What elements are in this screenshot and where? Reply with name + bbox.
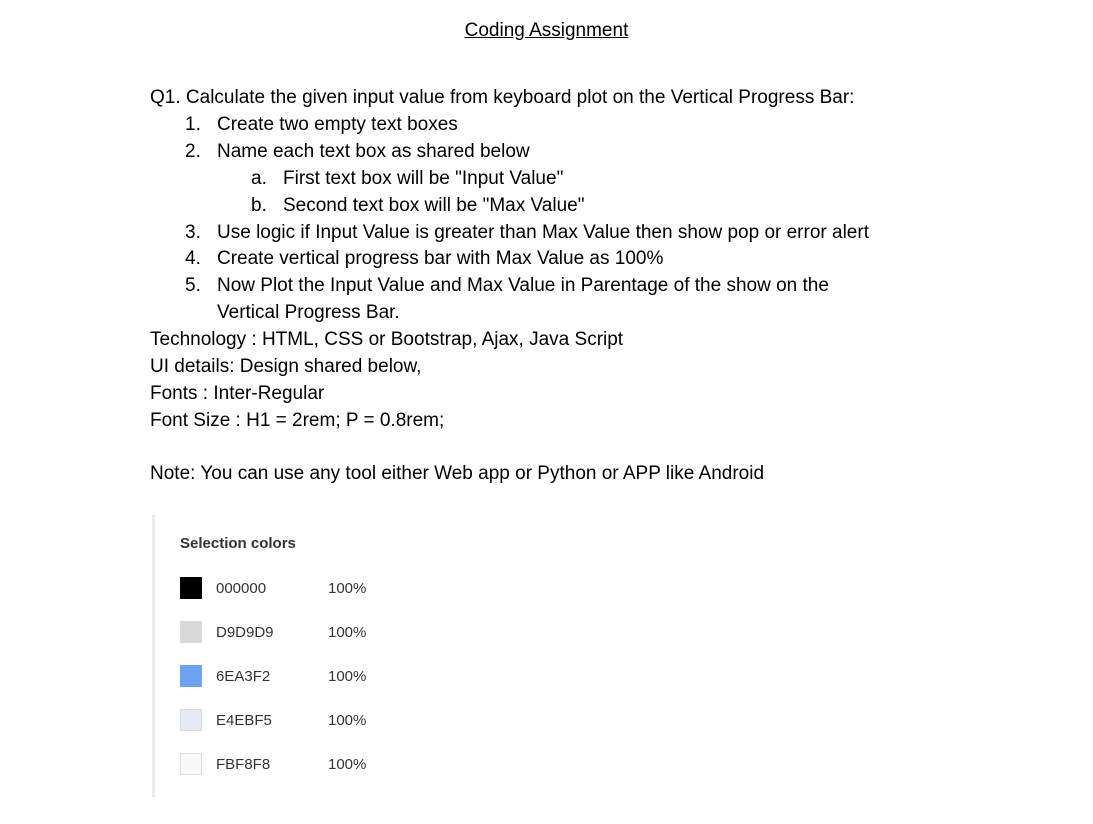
note-text: Note: You can use any tool either Web app or Python or APP like Android: [150, 463, 765, 484]
color-opacity: 100%: [328, 756, 367, 773]
color-hex: 000000: [216, 580, 267, 597]
step-text: Create two empty text boxes: [217, 114, 458, 135]
panel-divider: [152, 515, 155, 797]
step-number: 1.: [185, 114, 201, 135]
page-title: Coding Assignment: [464, 20, 629, 41]
color-swatch: [180, 753, 202, 775]
color-opacity: 100%: [328, 712, 367, 729]
step-text: Use logic if Input Value is greater than Max Value then show pop or error alert: [217, 222, 869, 243]
substep-text: First text box will be "Input Value": [283, 168, 564, 189]
color-opacity: 100%: [328, 668, 367, 685]
step-text: Name each text box as shared below: [217, 141, 530, 162]
color-swatch: [180, 621, 202, 643]
color-swatch: [180, 665, 202, 687]
color-hex: D9D9D9: [216, 624, 274, 641]
step-text: Now Plot the Input Value and Max Value in Parentage of the show on the: [217, 275, 829, 296]
step-number: 4.: [185, 248, 201, 269]
technology-text: Technology : HTML, CSS or Bootstrap, Ajax, Java Script: [150, 329, 624, 350]
fonts-text: Fonts : Inter-Regular: [150, 383, 325, 404]
substep-letter: b.: [251, 195, 267, 216]
color-hex: FBF8F8: [216, 756, 271, 773]
selection-colors-heading: Selection colors: [180, 535, 296, 552]
substep-text: Second text box will be "Max Value": [283, 195, 585, 216]
step-number: 2.: [185, 141, 201, 162]
color-swatch: [180, 577, 202, 599]
substep-letter: a.: [251, 168, 267, 189]
ui-details-text: UI details: Design shared below,: [150, 356, 422, 377]
font-size-text: Font Size : H1 = 2rem; P = 0.8rem;: [150, 410, 445, 431]
question-text: Q1. Calculate the given input value from keyboard plot on the Vertical Progress Bar:: [150, 87, 855, 108]
color-opacity: 100%: [328, 624, 367, 641]
step-text-continued: Vertical Progress Bar.: [217, 302, 400, 323]
color-opacity: 100%: [328, 580, 367, 597]
step-number: 3.: [185, 222, 201, 243]
color-hex: E4EBF5: [216, 712, 272, 729]
step-number: 5.: [185, 275, 201, 296]
color-hex: 6EA3F2: [216, 668, 271, 685]
step-text: Create vertical progress bar with Max Value as 100%: [217, 248, 664, 269]
color-swatch: [180, 709, 202, 731]
